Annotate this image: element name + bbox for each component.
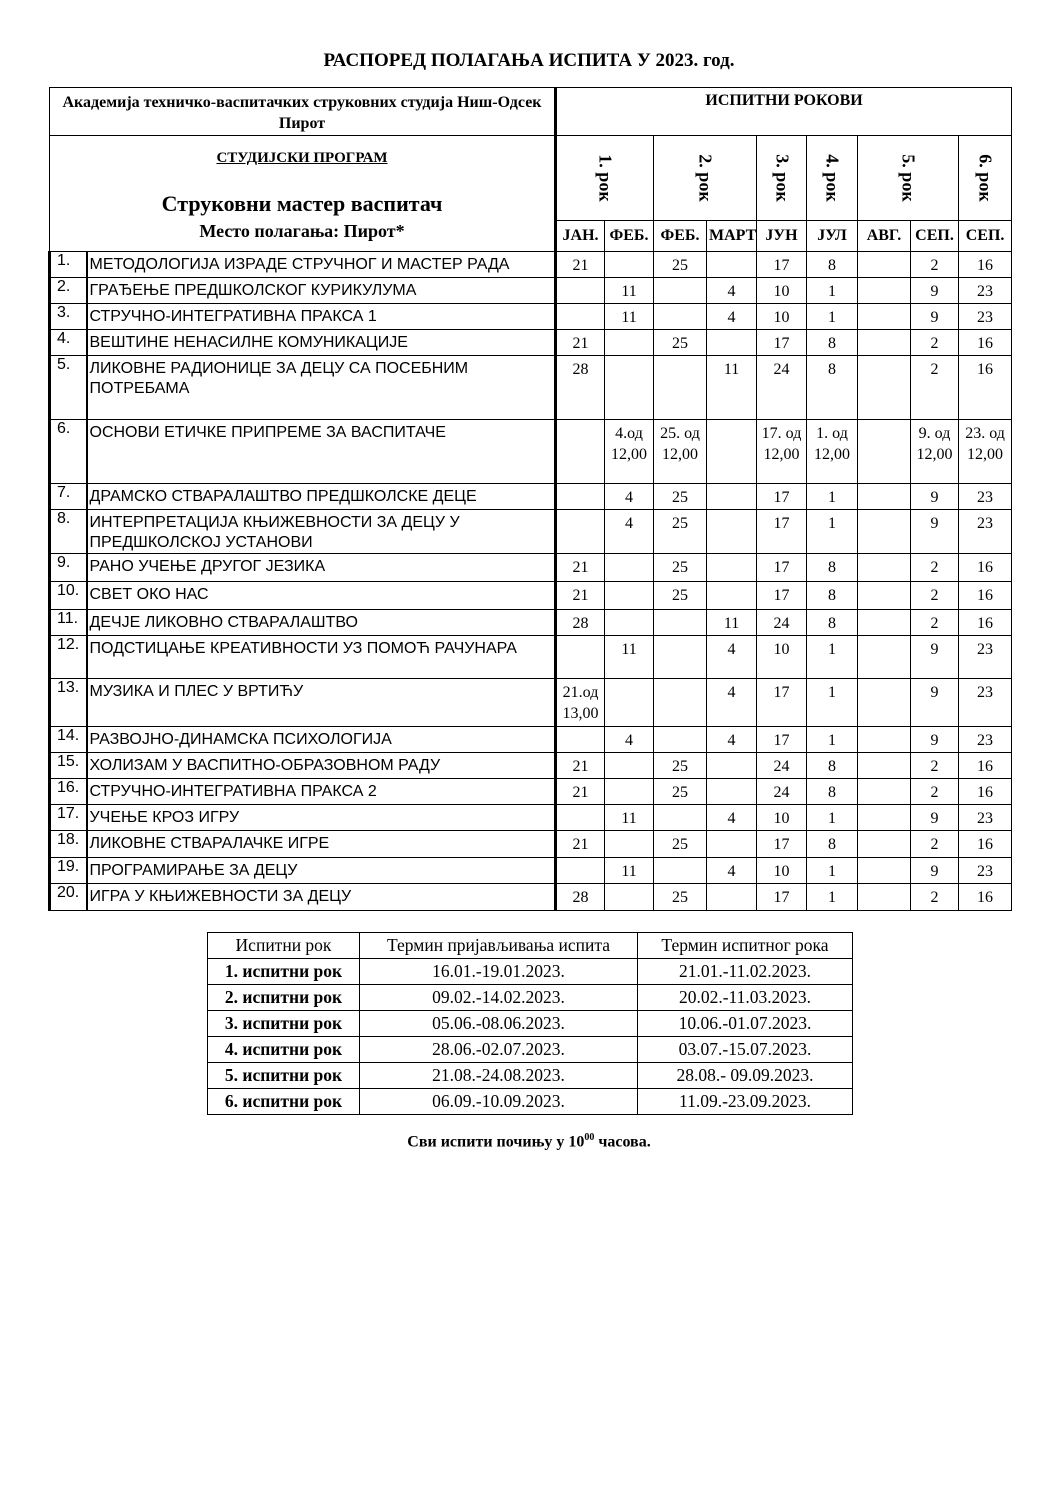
exam-date-cell [654, 610, 707, 636]
exam-date-cell: 11 [707, 610, 757, 636]
subject-name: СТРУЧНО-ИНТЕГРАТИВНА ПРАКСА 2 [87, 779, 556, 805]
exam-place: Место полагања: Пирот* [199, 221, 405, 241]
exam-date-cell: 17 [757, 330, 807, 356]
exam-date-cell: 23. од 12,00 [959, 420, 1012, 484]
exam-date-cell: 11 [605, 636, 654, 679]
exam-date-cell: 9 [911, 636, 959, 679]
subject-number: 10. [50, 582, 87, 610]
exam-date-cell [707, 420, 757, 484]
subject-row [50, 304, 1012, 330]
exam-date-cell [858, 858, 911, 884]
period-name: 2. испитни рок [208, 985, 360, 1011]
exam-date-cell [858, 510, 911, 554]
exam-date-cell [707, 582, 757, 610]
month-header: ЈУЛ [807, 221, 858, 252]
exam-periods-header: ИСПИТНИ РОКОВИ [556, 88, 1012, 136]
exam-date-cell: 23 [959, 278, 1012, 304]
exam-date-cell: 24 [757, 356, 807, 420]
exam-date-cell [707, 510, 757, 554]
subject-row [50, 753, 1012, 779]
exam-date-cell: 8 [807, 356, 858, 420]
exam-date-cell [858, 636, 911, 679]
exam-date-cell [605, 252, 654, 278]
exam-date-cell: 25 [654, 484, 707, 510]
exam-date-cell [605, 779, 654, 805]
exam-date-cell: 1 [807, 727, 858, 753]
program-label: СТУДИЈСКИ ПРОГРАМ [216, 150, 388, 166]
subject-name: МЕТОДОЛОГИЈА ИЗРАДЕ СТРУЧНОГ И МАСТЕР РАДА [87, 252, 556, 278]
exam-date-cell [707, 884, 757, 911]
exam-date-cell [707, 753, 757, 779]
exam-date-cell: 8 [807, 610, 858, 636]
program-box [50, 136, 556, 252]
exam-date-cell: 16 [959, 753, 1012, 779]
exam-date-cell: 17 [757, 582, 807, 610]
exam-date-cell: 16 [959, 779, 1012, 805]
exam-date-cell: 2 [911, 582, 959, 610]
exam-date-cell: 1 [807, 805, 858, 831]
subject-name: ХОЛИЗАМ У ВАСПИТНО-ОБРАЗОВНОМ РАДУ [87, 753, 556, 779]
subject-name: ВЕШТИНЕ НЕНАСИЛНЕ КОМУНИКАЦИЈЕ [87, 330, 556, 356]
subject-row [50, 805, 1012, 831]
period-name: 3. испитни рок [208, 1011, 360, 1037]
exam-date-cell: 11 [605, 858, 654, 884]
exam-date-cell: 21 [556, 330, 605, 356]
exam-date-cell: 24 [757, 610, 807, 636]
exam-date-cell: 23 [959, 304, 1012, 330]
exam-date-cell: 2 [911, 356, 959, 420]
exam-date-cell [858, 884, 911, 911]
exam-dates: 28.08.- 09.09.2023. [638, 1063, 853, 1089]
month-header: СЕП. [911, 221, 959, 252]
registration-dates: 16.01.-19.01.2023. [360, 959, 638, 985]
exam-date-cell: 21 [556, 252, 605, 278]
subject-row [50, 420, 1012, 484]
subject-number: 14. [50, 727, 87, 753]
exam-date-cell: 10 [757, 636, 807, 679]
exam-date-cell: 1. од 12,00 [807, 420, 858, 484]
exam-date-cell: 11 [605, 278, 654, 304]
exam-date-cell: 10 [757, 304, 807, 330]
exam-date-cell [858, 831, 911, 858]
exam-date-cell: 24 [757, 779, 807, 805]
exam-date-cell: 23 [959, 858, 1012, 884]
exam-date-cell: 1 [807, 278, 858, 304]
exam-date-cell [707, 779, 757, 805]
subject-number: 7. [50, 484, 87, 510]
exam-date-cell: 11 [605, 304, 654, 330]
program-name: Струковни мастер васпитач [161, 191, 443, 216]
exam-date-cell: 9 [911, 278, 959, 304]
subject-row [50, 554, 1012, 582]
page-title: РАСПОРЕД ПОЛАГАЊА ИСПИТА У 2023. год. [323, 50, 735, 71]
exam-date-cell: 10 [757, 858, 807, 884]
subject-row [50, 858, 1012, 884]
subject-number: 5. [50, 356, 87, 420]
subject-number: 8. [50, 510, 87, 554]
exam-date-cell: 4 [707, 805, 757, 831]
exam-date-cell [858, 484, 911, 510]
exam-date-cell [858, 727, 911, 753]
exam-date-cell: 21 [556, 779, 605, 805]
subject-row [50, 510, 1012, 554]
exam-date-cell [605, 831, 654, 858]
exam-date-cell: 8 [807, 831, 858, 858]
subject-name: СТРУЧНО-ИНТЕГРАТИВНА ПРАКСА 1 [87, 304, 556, 330]
exam-date-cell [858, 252, 911, 278]
exam-date-cell: 10 [757, 278, 807, 304]
exam-dates: 10.06.-01.07.2023. [638, 1011, 853, 1037]
exam-dates: 11.09.-23.09.2023. [638, 1089, 853, 1115]
exam-date-cell: 9 [911, 484, 959, 510]
subject-row [50, 727, 1012, 753]
exam-date-cell: 1 [807, 884, 858, 911]
subject-name: СВЕТ ОКО НАС [87, 582, 556, 610]
exam-date-cell: 8 [807, 330, 858, 356]
subject-number: 3. [50, 304, 87, 330]
subject-number: 18. [50, 831, 87, 858]
exam-date-cell [654, 636, 707, 679]
exam-date-cell: 9 [911, 510, 959, 554]
month-header: МАРТ [707, 221, 757, 252]
exam-date-cell: 23 [959, 510, 1012, 554]
exam-date-cell: 11 [605, 805, 654, 831]
exam-date-cell: 4 [707, 278, 757, 304]
exam-date-cell: 2 [911, 884, 959, 911]
exam-date-cell: 23 [959, 679, 1012, 727]
periods-header-cell: Термин пријављивања испита [360, 933, 638, 959]
subject-row [50, 330, 1012, 356]
subject-name: УЧЕЊЕ КРОЗ ИГРУ [87, 805, 556, 831]
subject-number: 1. [50, 252, 87, 278]
exam-date-cell: 28 [556, 884, 605, 911]
exam-date-cell: 10 [757, 805, 807, 831]
period-row [208, 1011, 853, 1037]
exam-date-cell: 16 [959, 554, 1012, 582]
subject-number: 9. [50, 554, 87, 582]
exam-date-cell [858, 805, 911, 831]
subject-number: 15. [50, 753, 87, 779]
period-row [208, 1089, 853, 1115]
exam-date-cell [707, 484, 757, 510]
exam-date-cell: 4 [707, 727, 757, 753]
exam-date-cell: 2 [911, 610, 959, 636]
exam-date-cell [556, 304, 605, 330]
exam-date-cell: 16 [959, 831, 1012, 858]
period-name: 5. испитни рок [208, 1063, 360, 1089]
subject-number: 4. [50, 330, 87, 356]
exam-date-cell [858, 420, 911, 484]
exam-date-cell: 17 [757, 554, 807, 582]
exam-date-cell: 8 [807, 753, 858, 779]
exam-date-cell: 23 [959, 727, 1012, 753]
exam-date-cell [858, 679, 911, 727]
subject-name: РАНО УЧЕЊЕ ДРУГОГ ЈЕЗИКА [87, 554, 556, 582]
exam-date-cell [707, 330, 757, 356]
exam-date-cell: 21 [556, 753, 605, 779]
subject-number: 11. [50, 610, 87, 636]
exam-date-cell: 25 [654, 779, 707, 805]
exam-date-cell: 23 [959, 484, 1012, 510]
exam-date-cell: 4 [707, 858, 757, 884]
exam-dates: 21.01.-11.02.2023. [638, 959, 853, 985]
exam-date-cell [605, 356, 654, 420]
exam-date-cell: 16 [959, 610, 1012, 636]
exam-date-cell: 16 [959, 582, 1012, 610]
exam-date-cell: 17 [757, 831, 807, 858]
subject-number: 16. [50, 779, 87, 805]
month-header: СЕП. [959, 221, 1012, 252]
subject-name: ОСНОВИ ЕТИЧКЕ ПРИПРЕМЕ ЗА ВАСПИТАЧЕ [87, 420, 556, 484]
subject-row [50, 831, 1012, 858]
exam-date-cell: 2 [911, 831, 959, 858]
exam-date-cell: 9 [911, 727, 959, 753]
exam-date-cell [654, 278, 707, 304]
exam-date-cell: 2 [911, 554, 959, 582]
registration-dates: 05.06.-08.06.2023. [360, 1011, 638, 1037]
subject-name: ПРОГРАМИРАЊЕ ЗА ДЕЦУ [87, 858, 556, 884]
period-name: 1. испитни рок [208, 959, 360, 985]
exam-date-cell: 4 [707, 636, 757, 679]
registration-dates: 21.08.-24.08.2023. [360, 1063, 638, 1089]
exam-date-cell: 28 [556, 356, 605, 420]
exam-date-cell [605, 330, 654, 356]
exam-date-cell [556, 278, 605, 304]
exam-date-cell [858, 330, 911, 356]
periods-header-cell: Термин испитног рока [638, 933, 853, 959]
subject-number: 17. [50, 805, 87, 831]
exam-date-cell: 8 [807, 252, 858, 278]
subject-name: МУЗИКА И ПЛЕС У ВРТИЋУ [87, 679, 556, 727]
exam-date-cell: 9. од 12,00 [911, 420, 959, 484]
exam-date-cell: 4 [707, 304, 757, 330]
subject-name: РАЗВОЈНО-ДИНАМСКА ПСИХОЛОГИЈА [87, 727, 556, 753]
subject-name: ЛИКОВНЕ СТВАРАЛАЧКЕ ИГРЕ [87, 831, 556, 858]
exam-date-cell [556, 636, 605, 679]
exam-date-cell: 21 [556, 554, 605, 582]
month-header: АВГ. [858, 221, 911, 252]
exam-date-cell [654, 356, 707, 420]
exam-date-cell [858, 356, 911, 420]
exam-date-cell [605, 753, 654, 779]
exam-date-cell: 16 [959, 330, 1012, 356]
exam-date-cell: 28 [556, 610, 605, 636]
period-name: 4. испитни рок [208, 1037, 360, 1063]
exam-date-cell [707, 554, 757, 582]
exam-date-cell: 16 [959, 356, 1012, 420]
exam-date-cell: 2 [911, 779, 959, 805]
rok-header-1: 1. рок [556, 136, 654, 221]
exam-date-cell: 17 [757, 252, 807, 278]
registration-dates: 06.09.-10.09.2023. [360, 1089, 638, 1115]
exam-date-cell: 2 [911, 252, 959, 278]
exam-date-cell [707, 831, 757, 858]
periods-header-cell: Испитни рок [208, 933, 360, 959]
exam-date-cell: 17 [757, 727, 807, 753]
periods-table [207, 932, 853, 1115]
exam-date-cell: 21 [556, 831, 605, 858]
exam-date-cell: 8 [807, 554, 858, 582]
exam-date-cell: 23 [959, 805, 1012, 831]
subject-row [50, 278, 1012, 304]
exam-date-cell: 2 [911, 753, 959, 779]
subject-name: ИНТЕРПРЕТАЦИЈА КЊИЖЕВНОСТИ ЗА ДЕЦУ У ПРЕДШКОЛСКОЈ УСТАНОВИ [87, 510, 556, 554]
exam-date-cell [605, 679, 654, 727]
exam-date-cell [556, 805, 605, 831]
exam-date-cell: 17 [757, 679, 807, 727]
subject-number: 19. [50, 858, 87, 884]
exam-date-cell: 1 [807, 858, 858, 884]
exam-date-cell: 25. од 12,00 [654, 420, 707, 484]
registration-dates: 09.02.-14.02.2023. [360, 985, 638, 1011]
subject-number: 12. [50, 636, 87, 679]
exam-date-cell [556, 420, 605, 484]
period-row [208, 985, 853, 1011]
exam-date-cell: 9 [911, 805, 959, 831]
exam-date-cell [858, 582, 911, 610]
exam-date-cell: 25 [654, 252, 707, 278]
exam-date-cell [654, 858, 707, 884]
exam-date-cell [858, 278, 911, 304]
subject-row [50, 779, 1012, 805]
subject-number: 2. [50, 278, 87, 304]
start-time-note: Сви испити почињу у $10^{00}$ часова. [407, 1132, 651, 1151]
subject-row [50, 636, 1012, 679]
exam-date-cell: 16 [959, 252, 1012, 278]
month-header: ЈУН [757, 221, 807, 252]
month-header: ФЕБ. [605, 221, 654, 252]
subject-number: 6. [50, 420, 87, 484]
exam-date-cell: 23 [959, 636, 1012, 679]
subject-row [50, 252, 1012, 278]
exam-date-cell [605, 554, 654, 582]
exam-date-cell [858, 554, 911, 582]
exam-date-cell: 17 [757, 484, 807, 510]
exam-date-cell: 25 [654, 510, 707, 554]
exam-date-cell [858, 610, 911, 636]
subject-number: 20. [50, 884, 87, 911]
schedule-table [48, 87, 1012, 911]
exam-date-cell: 1 [807, 304, 858, 330]
rok-header-3: 3. рок [757, 136, 807, 221]
exam-date-cell: 4 [605, 484, 654, 510]
exam-date-cell [605, 582, 654, 610]
rok-header-6: 6. рок [959, 136, 1012, 221]
exam-date-cell: 4.од 12,00 [605, 420, 654, 484]
subject-name: ПОДСТИЦАЊЕ КРЕАТИВНОСТИ УЗ ПОМОЋ РАЧУНАРА [87, 636, 556, 679]
exam-dates: 20.02.-11.03.2023. [638, 985, 853, 1011]
exam-date-cell [556, 484, 605, 510]
month-header: ЈАН. [556, 221, 605, 252]
exam-date-cell: 4 [707, 679, 757, 727]
month-header: ФЕБ. [654, 221, 707, 252]
exam-date-cell [707, 252, 757, 278]
exam-date-cell [858, 304, 911, 330]
subject-row [50, 582, 1012, 610]
exam-dates: 03.07.-15.07.2023. [638, 1037, 853, 1063]
exam-date-cell [605, 884, 654, 911]
exam-date-cell: 21.од 13,00 [556, 679, 605, 727]
period-row [208, 1037, 853, 1063]
subject-row [50, 484, 1012, 510]
exam-date-cell: 1 [807, 484, 858, 510]
rok-header-2: 2. рок [654, 136, 757, 221]
exam-date-cell [556, 858, 605, 884]
exam-date-cell [654, 805, 707, 831]
exam-date-cell [654, 304, 707, 330]
exam-date-cell [556, 727, 605, 753]
subject-row [50, 610, 1012, 636]
exam-date-cell: 17 [757, 510, 807, 554]
exam-date-cell: 25 [654, 831, 707, 858]
rok-header-4: 4. рок [807, 136, 858, 221]
exam-date-cell [654, 679, 707, 727]
exam-date-cell: 25 [654, 884, 707, 911]
exam-date-cell: 17. од 12,00 [757, 420, 807, 484]
subject-name: ДЕЧЈЕ ЛИКОВНО СТВАРАЛАШТВО [87, 610, 556, 636]
period-row [208, 1063, 853, 1089]
exam-date-cell: 17 [757, 884, 807, 911]
exam-date-cell: 8 [807, 582, 858, 610]
exam-date-cell: 9 [911, 304, 959, 330]
registration-dates: 28.06.-02.07.2023. [360, 1037, 638, 1063]
subject-name: ДРАМСКО СТВАРАЛАШТВО ПРЕДШКОЛСКЕ ДЕЦЕ [87, 484, 556, 510]
exam-date-cell: 11 [707, 356, 757, 420]
exam-date-cell: 1 [807, 510, 858, 554]
exam-date-cell: 21 [556, 582, 605, 610]
exam-date-cell: 9 [911, 679, 959, 727]
exam-date-cell: 9 [911, 858, 959, 884]
exam-date-cell: 25 [654, 582, 707, 610]
institution-name: Академија техничко-васпитачких струковних студија Ниш-Одсек Пирот [50, 88, 556, 136]
subject-number: 13. [50, 679, 87, 727]
exam-date-cell: 24 [757, 753, 807, 779]
subject-name: ЛИКОВНЕ РАДИОНИЦЕ ЗА ДЕЦУ СА ПОСЕБНИМ ПОТРЕБАМА [87, 356, 556, 420]
exam-date-cell [605, 610, 654, 636]
subject-name: ИГРА У КЊИЖЕВНОСТИ ЗА ДЕЦУ [87, 884, 556, 911]
exam-date-cell: 4 [605, 727, 654, 753]
exam-date-cell [858, 779, 911, 805]
exam-date-cell [858, 753, 911, 779]
rok-header-5: 5. рок [858, 136, 959, 221]
subject-row [50, 884, 1012, 911]
subject-row [50, 679, 1012, 727]
exam-date-cell: 25 [654, 330, 707, 356]
exam-date-cell [654, 727, 707, 753]
exam-date-cell: 4 [605, 510, 654, 554]
exam-date-cell [556, 510, 605, 554]
exam-date-cell: 16 [959, 884, 1012, 911]
subject-row [50, 356, 1012, 420]
exam-date-cell: 25 [654, 753, 707, 779]
exam-date-cell: 8 [807, 779, 858, 805]
period-row [208, 959, 853, 985]
subject-name: ГРАЂЕЊЕ ПРЕДШКОЛСКОГ КУРИКУЛУМА [87, 278, 556, 304]
exam-date-cell: 2 [911, 330, 959, 356]
exam-date-cell: 1 [807, 679, 858, 727]
exam-date-cell: 25 [654, 554, 707, 582]
exam-date-cell: 1 [807, 636, 858, 679]
period-name: 6. испитни рок [208, 1089, 360, 1115]
